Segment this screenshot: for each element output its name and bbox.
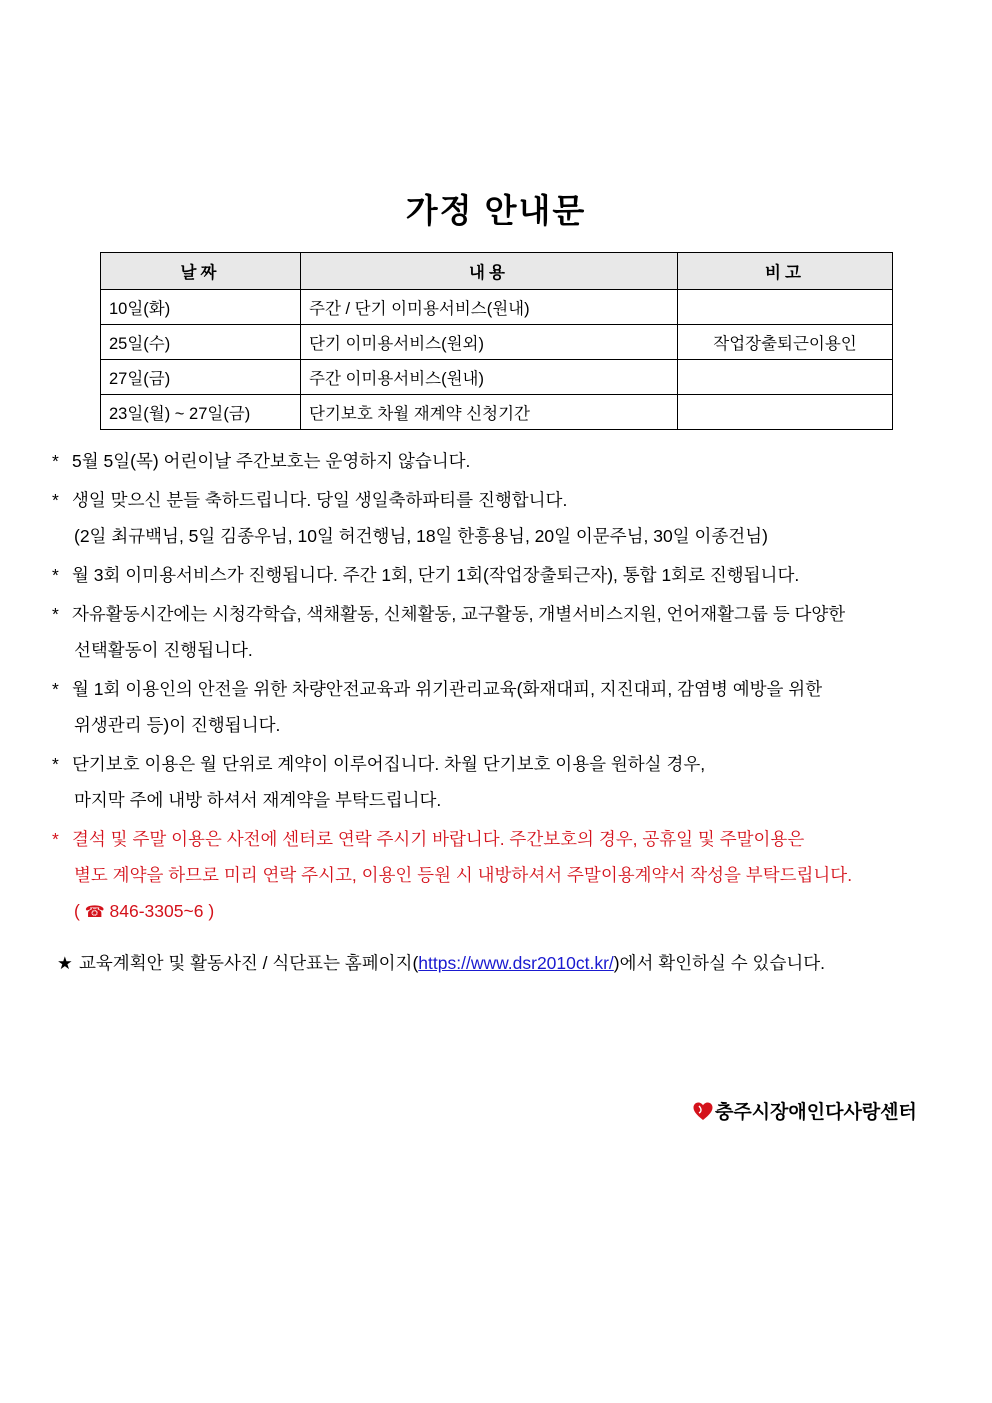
- note-text: 월 3회 이미용서비스가 진행됩니다. 주간 1회, 단기 1회(작업장출퇴근자), 통합 1회로 진행됩니다.: [72, 565, 800, 585]
- note-line: [52, 821, 952, 857]
- bullet-marker: *: [52, 829, 59, 849]
- cell-remark: [678, 395, 893, 430]
- note-item: [52, 557, 952, 593]
- table-row: [101, 395, 893, 430]
- note-line: [52, 632, 952, 668]
- phone-note: [52, 893, 952, 929]
- cell-remark: [678, 290, 893, 325]
- note-line: [52, 857, 952, 893]
- paren-open: (: [74, 901, 80, 921]
- bullet-marker: *: [52, 604, 59, 624]
- note-line: [52, 557, 952, 593]
- website-note-suffix: )에서 확인하실 수 있습니다.: [613, 953, 826, 973]
- note-text: 단기보호 이용은 월 단위로 계약이 이루어집니다. 차월 단기보호 이용을 원하실 경우,: [72, 754, 706, 774]
- star-icon: ★: [57, 953, 73, 973]
- note-text: (2일 최규백님, 5일 김종우님, 10일 허건행님, 18일 한흥용님, 20일 이문주님, 30일 이종건님): [74, 526, 768, 546]
- table-header: [101, 253, 893, 290]
- cell-content: 단기 이미용서비스(원외): [301, 325, 678, 360]
- note-text: 월 1회 이용인의 안전을 위한 차량안전교육과 위기관리교육(화재대피, 지진대피, 감염병 예방을 위한: [72, 679, 823, 699]
- bullet-marker: *: [52, 451, 59, 471]
- note-line: [52, 596, 952, 632]
- footer-organization: [692, 1097, 917, 1124]
- column-header-date: 날짜: [101, 253, 301, 290]
- note-item: [52, 671, 952, 743]
- paren-close: ): [208, 901, 215, 921]
- bullet-marker: *: [52, 754, 59, 774]
- note-text: 별도 계약을 하므로 미리 연락 주시고, 이용인 등원 시 내방하셔서 주말이용계약서 작성을 부탁드립니다.: [74, 865, 853, 885]
- cell-content: 단기보호 차월 재계약 신청기간: [301, 395, 678, 430]
- table-row: [101, 360, 893, 395]
- note-line: [52, 443, 952, 479]
- website-note: [57, 950, 825, 975]
- bullet-marker: *: [52, 679, 59, 699]
- note-line: [52, 518, 952, 554]
- note-text: 5월 5일(목) 어린이날 주간보호는 운영하지 않습니다.: [72, 451, 471, 471]
- note-text: 마지막 주에 내방 하셔서 재계약을 부탁드립니다.: [74, 790, 442, 810]
- note-text: 자유활동시간에는 시청각학습, 색채활동, 신체활동, 교구활동, 개별서비스지원, 언어재활그룹 등 다양한: [72, 604, 846, 624]
- note-item: [52, 482, 952, 554]
- cell-date: 25일(수): [101, 325, 301, 360]
- column-header-remark: 비고: [678, 253, 893, 290]
- note-item-highlighted: [52, 821, 952, 929]
- note-text: 생일 맞으신 분들 축하드립니다. 당일 생일축하파티를 진행합니다.: [72, 490, 568, 510]
- organization-name: 충주시장애인다사랑센터: [715, 1102, 917, 1123]
- cell-date: 23일(월) ~ 27일(금): [101, 395, 301, 430]
- note-text: 결석 및 주말 이용은 사전에 센터로 연락 주시기 바랍니다. 주간보호의 경우, 공휴일 및 주말이용은: [72, 829, 805, 849]
- cell-remark: [678, 360, 893, 395]
- bullet-marker: *: [52, 490, 59, 510]
- note-line: [52, 782, 952, 818]
- cell-date: 10일(화): [101, 290, 301, 325]
- note-line: [52, 671, 952, 707]
- note-line: [52, 482, 952, 518]
- notes-list: [52, 443, 952, 932]
- table-row: [101, 290, 893, 325]
- heart-logo-icon: [692, 1100, 714, 1122]
- note-item: [52, 746, 952, 818]
- cell-content: 주간 이미용서비스(원내): [301, 360, 678, 395]
- note-line: [52, 707, 952, 743]
- telephone-icon: ☎: [84, 904, 105, 921]
- phone-number: 846-3305~6: [109, 901, 204, 921]
- note-item: [52, 596, 952, 668]
- note-line: [52, 746, 952, 782]
- page-title: 가정 안내문: [405, 192, 587, 229]
- cell-remark: 작업장출퇴근이용인: [678, 325, 893, 360]
- table-row: [101, 325, 893, 360]
- table-header-row: [101, 253, 893, 290]
- schedule-table: [100, 252, 893, 430]
- table-body: [101, 290, 893, 430]
- column-header-content: 내용: [301, 253, 678, 290]
- website-note-prefix: 교육계획안 및 활동사진 / 식단표는 홈페이지(: [79, 953, 419, 973]
- bullet-marker: *: [52, 565, 59, 585]
- note-item: [52, 443, 952, 479]
- cell-date: 27일(금): [101, 360, 301, 395]
- note-text: 선택활동이 진행됩니다.: [74, 640, 253, 660]
- note-text: 위생관리 등)이 진행됩니다.: [74, 715, 281, 735]
- website-link[interactable]: https://www.dsr2010ct.kr/: [418, 953, 614, 973]
- cell-content: 주간 / 단기 이미용서비스(원내): [301, 290, 678, 325]
